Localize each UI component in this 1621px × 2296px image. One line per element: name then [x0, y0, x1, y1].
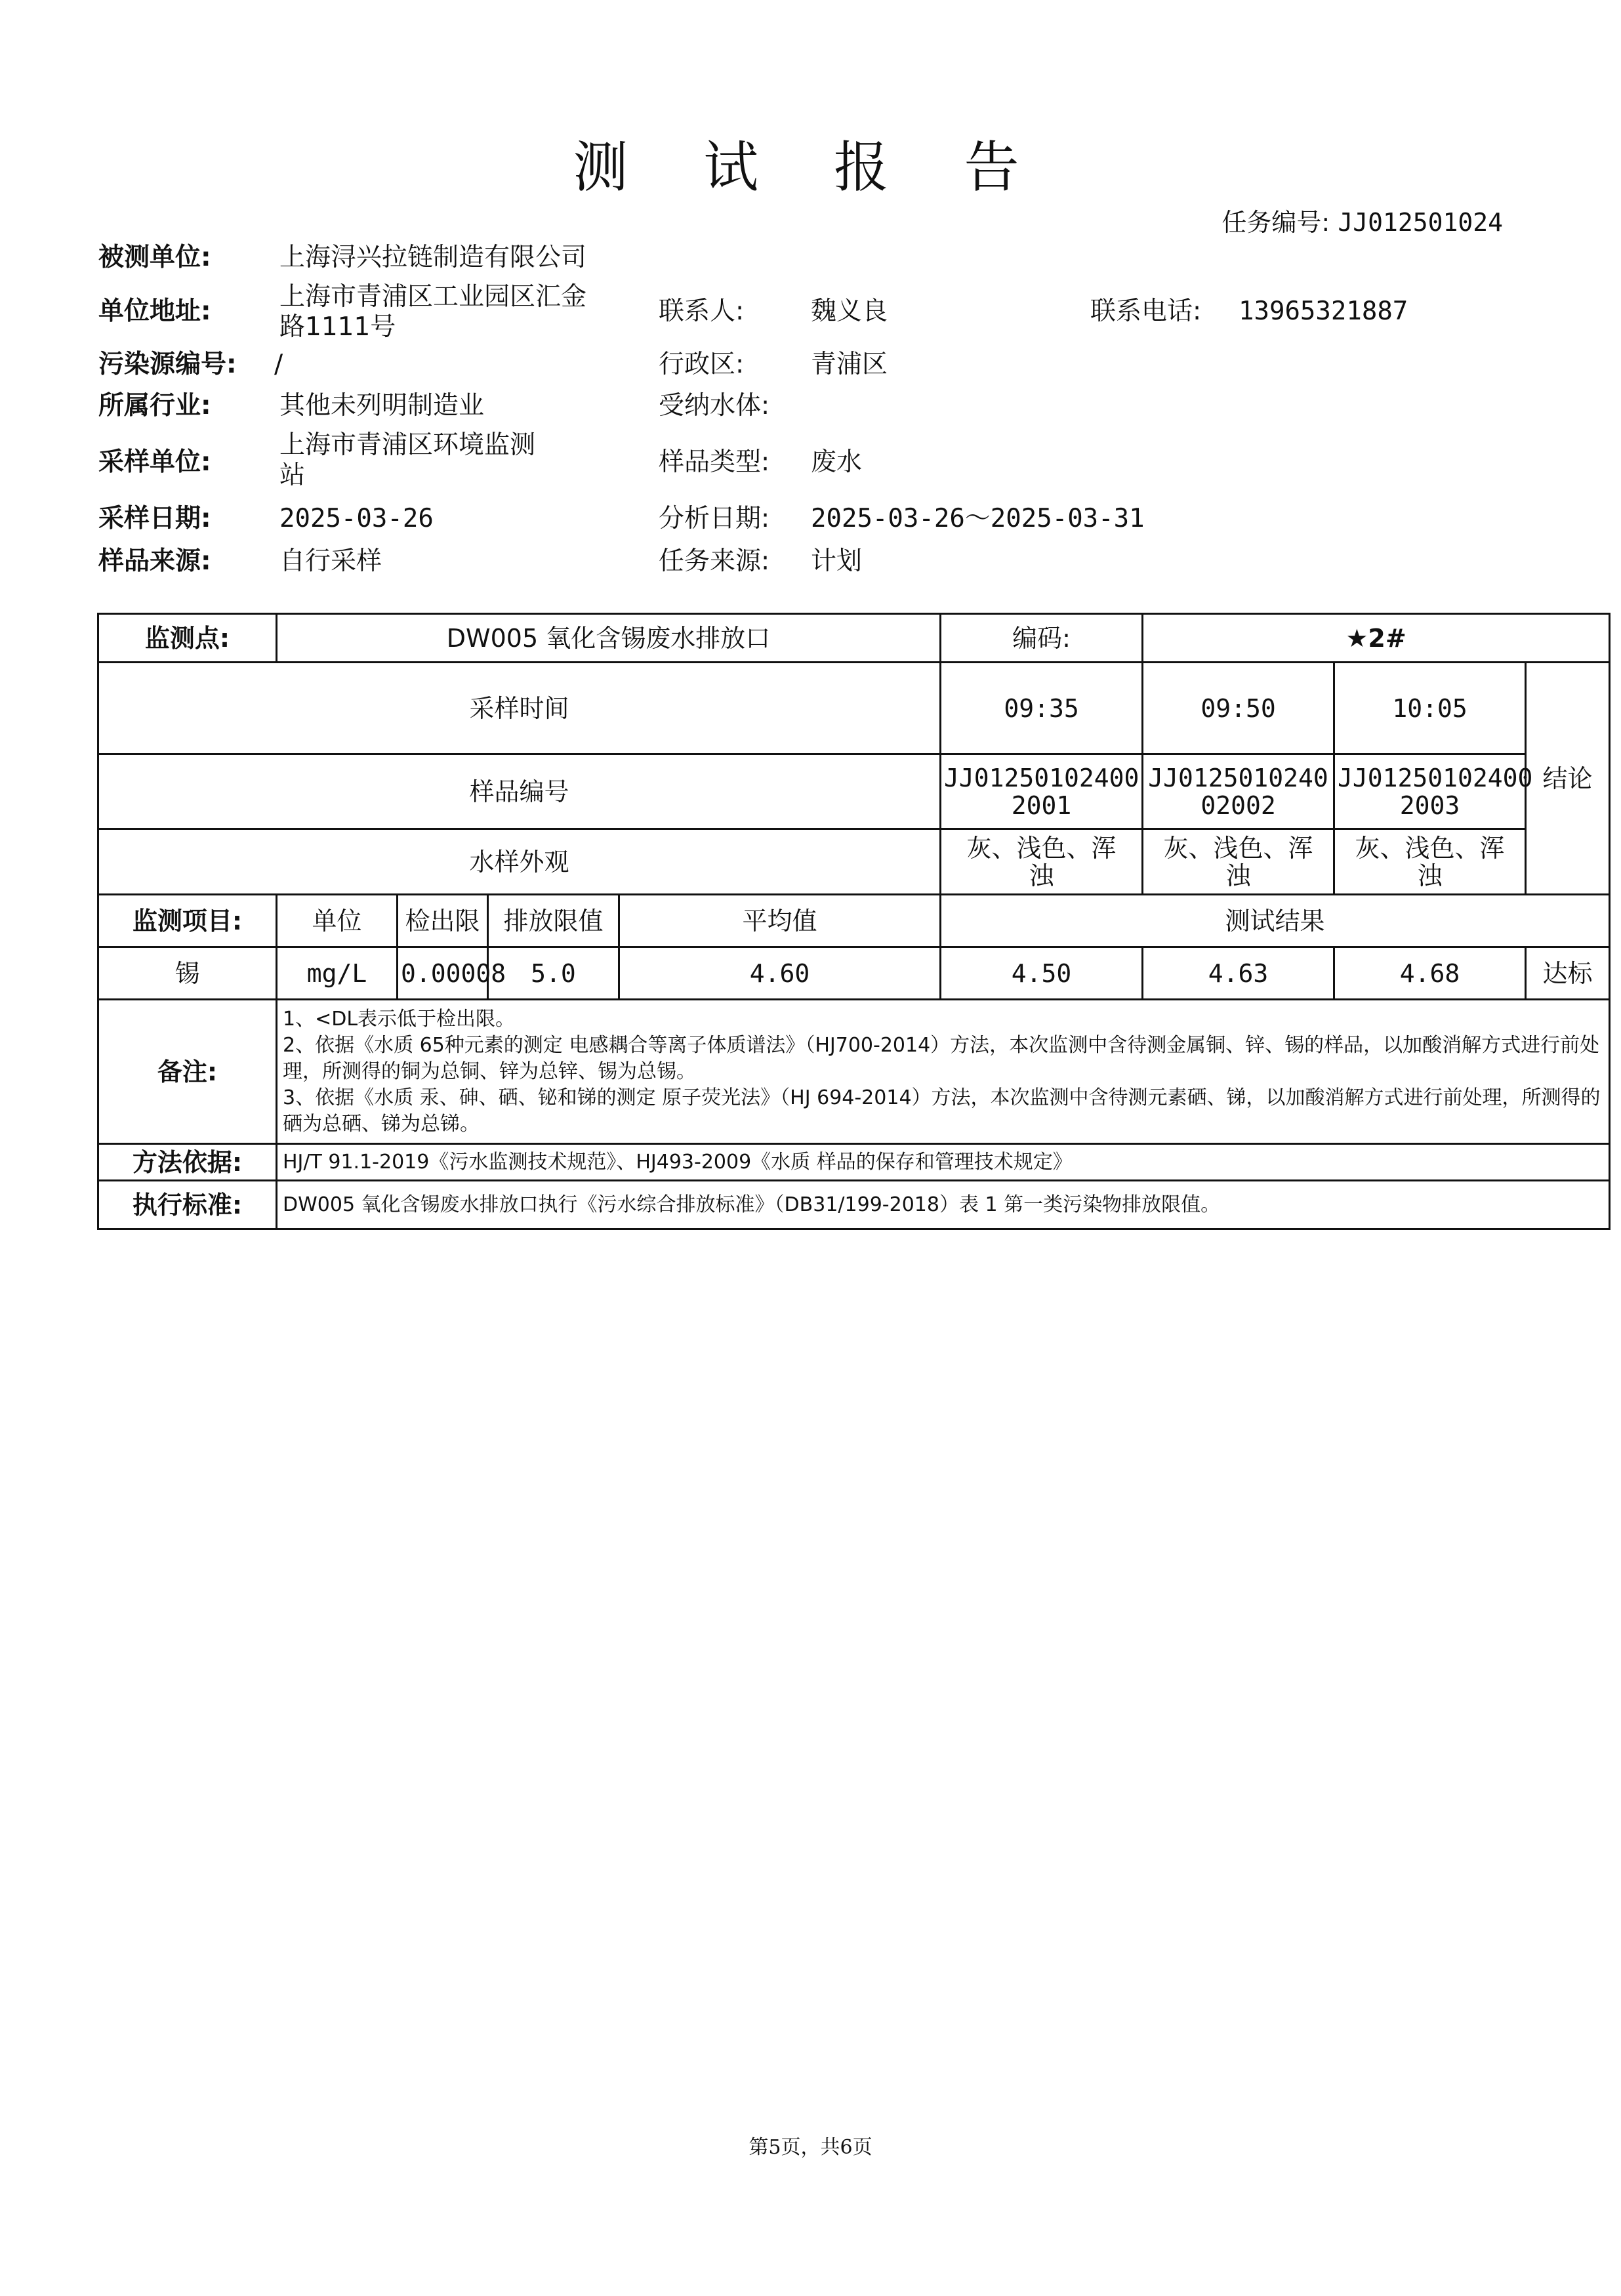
average-header: 平均值 [619, 895, 941, 947]
detection-limit-value: 0.00008 [398, 947, 488, 1000]
appearance-2-line2: 浊 [1225, 861, 1251, 890]
sample-no-1 [941, 754, 1143, 829]
results-table [97, 613, 1611, 1230]
sampling-date-value: 2025-03-26 [279, 504, 434, 533]
remark-3: 3、依据《水质 汞、砷、硒、铋和锑的测定 原子荧光法》（HJ 694-2014）方法，本次监测中含待测元素硒、锑，以加酸消解方式进行前处理，所测得的硒为总硒、锑为总锑。 [283, 1086, 1601, 1136]
task-number [1221, 202, 1503, 238]
sampling-time-row [98, 663, 1610, 754]
appearance-1 [941, 829, 1143, 895]
sampling-time-3: 10:05 [1334, 663, 1526, 754]
sample-source-value: 自行采样 [279, 546, 382, 576]
phone-value: 13965321887 [1239, 297, 1408, 326]
appearance-label: 水样外观 [98, 829, 941, 895]
contact-value: 魏义良 [811, 297, 888, 326]
results-header: 测试结果 [941, 895, 1610, 947]
tested-unit-label: 被测单位: [98, 243, 211, 272]
remark-1: 1、<DL表示低于检出限。 [283, 1007, 516, 1031]
detection-limit-header: 检出限 [398, 895, 488, 947]
district-value: 青浦区 [811, 350, 888, 379]
task-source-value: 计划 [811, 546, 863, 576]
task-number-value: JJ012501024 [1338, 208, 1503, 237]
sample-no-2-line2: 02002 [1200, 790, 1276, 820]
remark-2: 2、依据《水质 65种元素的测定 电感耦合等离子体质谱法》（HJ700-2014）方法，本次监测中含待测金属铜、锌、锡的样品，以加酸消解方式进行前处理，所测得的铜为总铜、锌为总锌、锡为总锡。 [283, 1033, 1600, 1083]
tested-unit-value: 上海浔兴拉链制造有限公司 [279, 243, 587, 272]
appearance-2-line1: 灰、浅色、浑 [1163, 833, 1313, 863]
appearance-row [98, 829, 1610, 895]
analysis-date-label: 分析日期: [659, 504, 770, 533]
appearance-3-line2: 浊 [1417, 861, 1443, 890]
sample-no-3-line2: 2003 [1399, 790, 1460, 820]
address-label: 单位地址: [98, 297, 211, 326]
code-value: ★2# [1143, 614, 1610, 663]
result-3: 4.68 [1334, 947, 1526, 1000]
sampling-unit-value-line1: 上海市青浦区环境监测 [279, 430, 536, 460]
sampling-time-label: 采样时间 [98, 663, 941, 754]
unit-value: mg/L [277, 947, 398, 1000]
monitor-point-row [98, 614, 1610, 663]
report-title: 测 试 报 告 [573, 135, 1048, 199]
conclusion-header: 结论 [1526, 663, 1610, 895]
address-value-line1: 上海市青浦区工业园区汇金 [279, 282, 587, 312]
sample-no-3-line1: JJ01250102400 [1338, 763, 1533, 792]
sample-no-3 [1334, 754, 1533, 829]
address-value-line2: 路1111号 [279, 312, 396, 342]
sample-type-value: 废水 [811, 447, 863, 477]
remarks-label: 备注: [98, 1000, 277, 1144]
standard-label: 执行标准: [98, 1181, 277, 1229]
pollution-no-value: / [274, 350, 283, 379]
sampling-unit-label: 采样单位: [98, 447, 211, 477]
sample-type-label: 样品类型: [659, 447, 770, 477]
table-row [98, 947, 1610, 1000]
sample-no-label: 样品编号 [98, 754, 941, 829]
appearance-1-line1: 灰、浅色、浑 [966, 833, 1117, 863]
standard-value: DW005 氧化含锡废水排放口执行《污水综合排放标准》（DB31/199-2018）表 1 第一类污染物排放限值。 [277, 1181, 1610, 1229]
sample-no-1-line2: 2001 [1011, 790, 1072, 820]
district-label: 行政区: [659, 350, 745, 379]
sample-source-label: 样品来源: [98, 546, 211, 576]
method-label: 方法依据: [98, 1144, 277, 1181]
analysis-date-value: 2025-03-26～2025-03-31 [811, 504, 1145, 533]
sample-no-row [98, 754, 1610, 829]
result-2: 4.63 [1143, 947, 1334, 1000]
task-number-label: 任务编号: [1221, 208, 1330, 237]
receiving-water-label: 受纳水体: [659, 391, 770, 420]
contact-label: 联系人: [659, 297, 745, 326]
appearance-3 [1334, 829, 1526, 895]
monitor-point-value: DW005 氧化含锡废水排放口 [277, 614, 941, 663]
industry-label: 所属行业: [98, 391, 211, 420]
appearance-3-line1: 灰、浅色、浑 [1355, 833, 1505, 863]
pollution-no-label: 污染源编号: [98, 350, 237, 379]
monitor-point-label: 监测点: [98, 614, 277, 663]
phone-label: 联系电话: [1090, 297, 1202, 326]
result-1: 4.50 [941, 947, 1143, 1000]
remarks-content [277, 1000, 1610, 1144]
emission-limit-header: 排放限值 [488, 895, 619, 947]
sampling-date-label: 采样日期: [98, 504, 211, 533]
average-value: 4.60 [619, 947, 941, 1000]
method-row [98, 1144, 1610, 1181]
method-value: HJ/T 91.1-2019《污水监测技术规范》、HJ493-2009《水质 样品的保存和管理技术规定》 [277, 1144, 1610, 1181]
item-value: 锡 [98, 947, 277, 1000]
sampling-unit-value-line2: 站 [279, 461, 306, 490]
header-row [98, 895, 1610, 947]
sample-no-1-line1: JJ01250102400 [944, 763, 1139, 792]
unit-header: 单位 [277, 895, 398, 947]
item-header: 监测项目: [98, 895, 277, 947]
appearance-1-line2: 浊 [1029, 861, 1054, 890]
remarks-row [98, 1000, 1610, 1144]
code-label: 编码: [941, 614, 1143, 663]
sampling-time-2: 09:50 [1143, 663, 1334, 754]
task-source-label: 任务来源: [659, 546, 770, 576]
page-number: 第5页，共6页 [749, 2136, 872, 2159]
standard-row [98, 1181, 1610, 1229]
industry-value: 其他未列明制造业 [279, 391, 485, 420]
emission-limit-value: 5.0 [488, 947, 619, 1000]
sampling-time-1: 09:35 [941, 663, 1143, 754]
sample-no-2-line1: JJ0125010240 [1148, 763, 1328, 792]
appearance-2 [1143, 829, 1334, 895]
conclusion-value: 达标 [1526, 947, 1610, 1000]
sample-no-2 [1143, 754, 1334, 829]
